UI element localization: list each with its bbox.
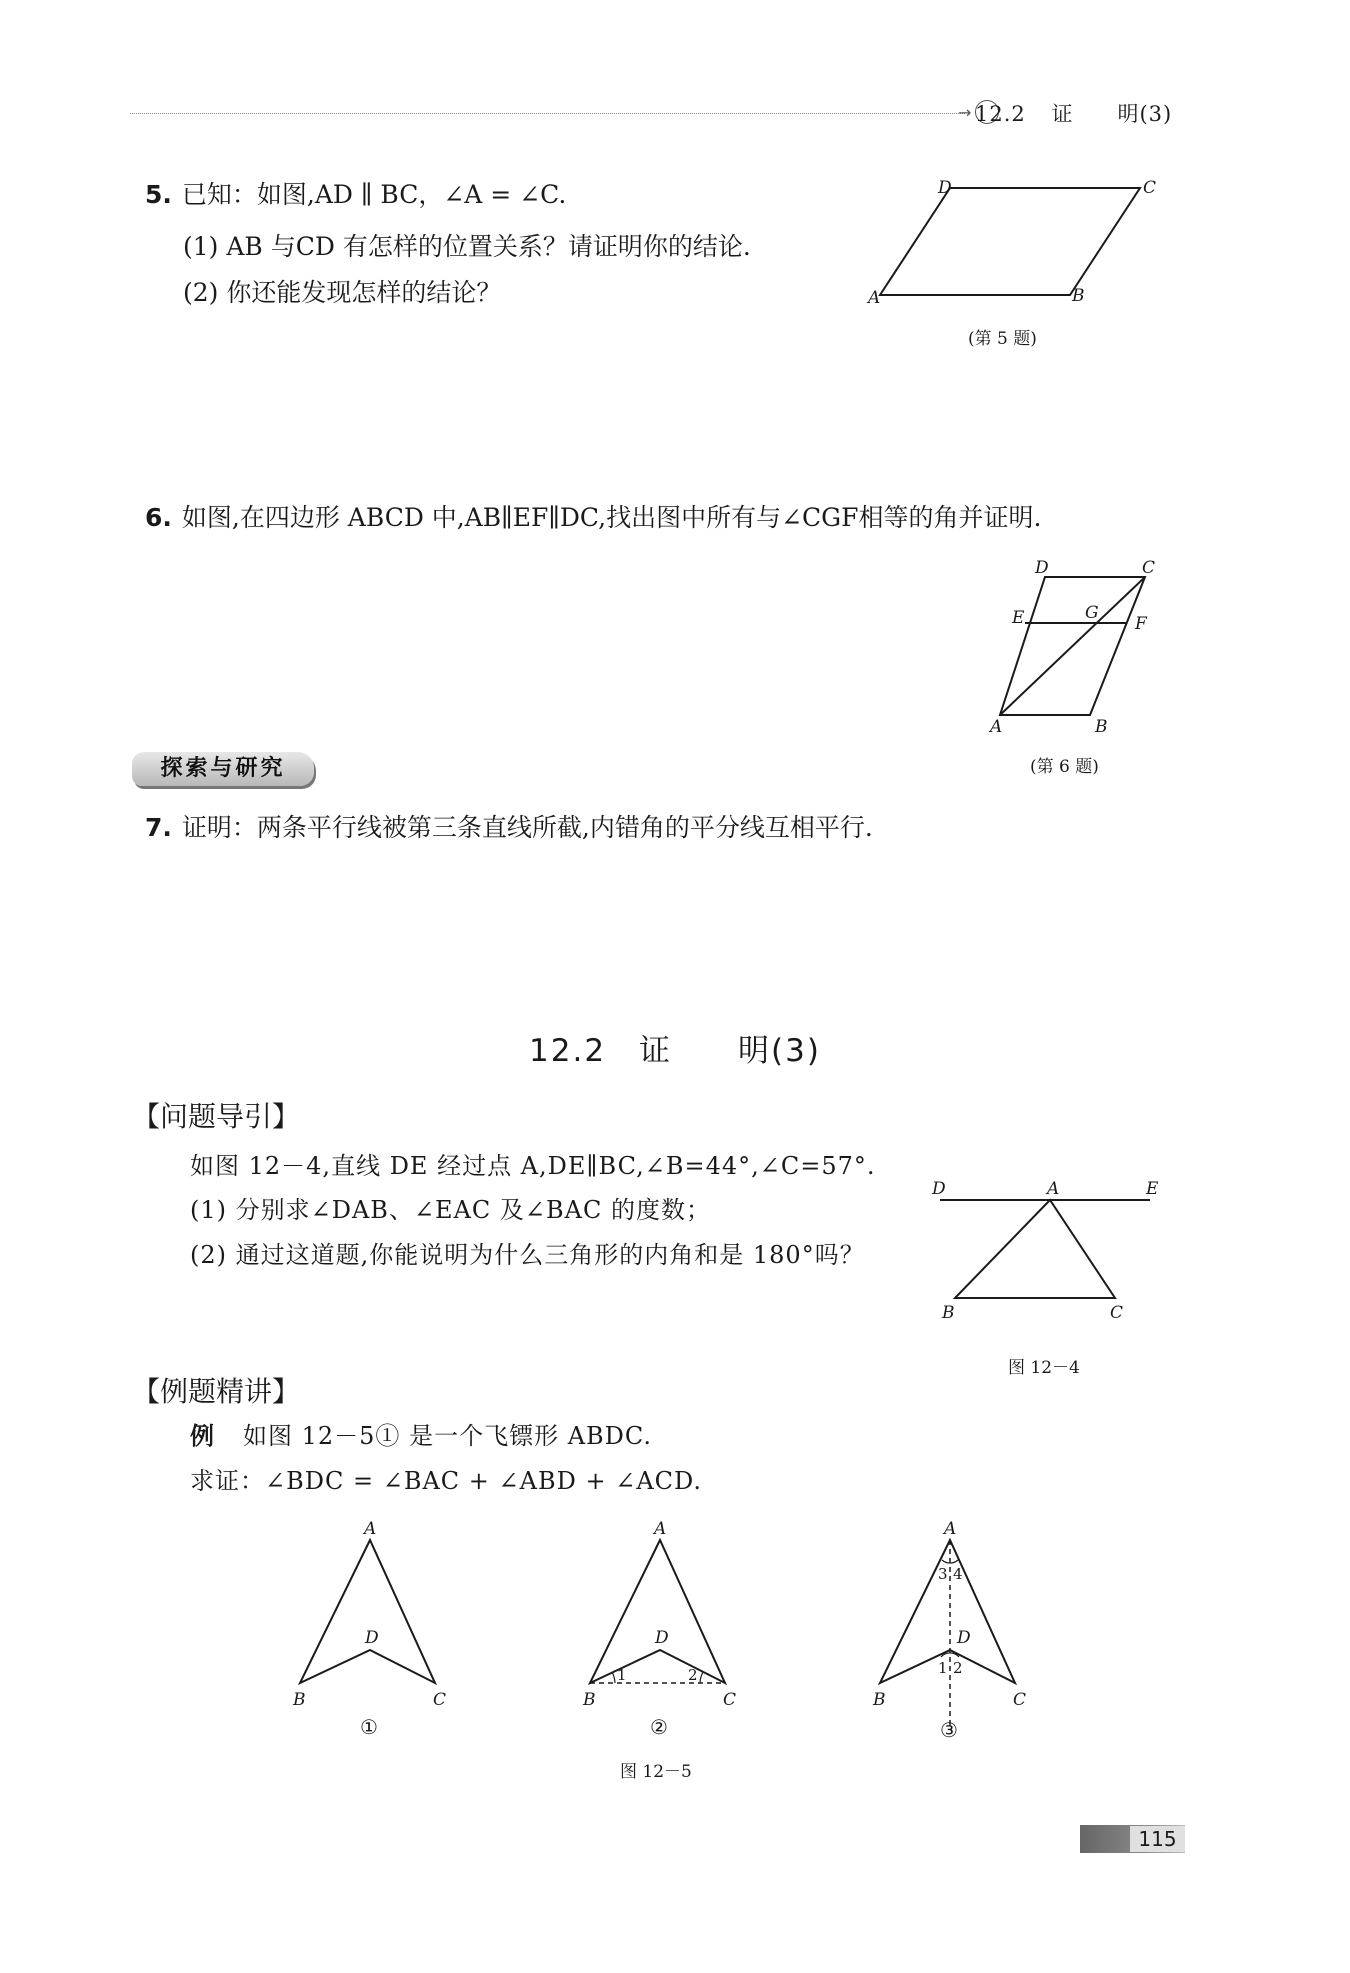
label-d: D <box>938 178 952 198</box>
label-c: C <box>1143 178 1157 198</box>
parallelogram-abcd <box>880 188 1140 295</box>
figure-q5 <box>860 175 1170 315</box>
question-7-number: 7. <box>145 813 172 842</box>
question-5-part-1: (1) AB 与CD 有怎样的位置关系？请证明你的结论. <box>183 232 751 261</box>
section-title: 12.2 证 明(3) <box>529 1033 821 1069</box>
sub-caption-3: ③ <box>940 1718 958 1742</box>
label-a: A <box>944 1519 957 1539</box>
section-banner-text: 探索与研究 <box>160 756 286 781</box>
caption-q6: (第 6 题) <box>1030 757 1099 777</box>
label-g: G <box>1085 603 1099 623</box>
question-5-part-2: (2) 你还能发现怎样的结论？ <box>183 278 502 307</box>
label-a: A <box>868 288 881 308</box>
label-e: E <box>1012 608 1025 628</box>
section-banner <box>132 752 314 786</box>
question-5-text: 已知：如图,AD ∥ BC，∠A = ∠C. <box>181 180 567 209</box>
label-d: D <box>932 1179 946 1199</box>
angle-mark-3: 3 <box>938 1565 948 1583</box>
figure-12-5-3 <box>865 1515 1045 1730</box>
guide-heading: 【问题导引】 <box>132 1100 301 1133</box>
triangle-abc <box>955 1200 1115 1298</box>
guide-line-2: (1) 分别求∠DAB、∠EAC 及∠BAC 的度数； <box>190 1196 711 1224</box>
label-a: A <box>1047 1179 1060 1199</box>
label-c: C <box>1013 1690 1027 1710</box>
guide-line-3: (2) 通过这道题,你能说明为什么三角形的内角和是 180°吗？ <box>190 1241 865 1269</box>
figure-12-5-2 <box>575 1515 755 1715</box>
label-d: D <box>655 1628 669 1648</box>
page-number: 115 <box>1130 1826 1185 1852</box>
label-c: C <box>723 1690 737 1710</box>
angle-arc-1 <box>612 1672 615 1683</box>
label-b: B <box>293 1690 306 1710</box>
label-b: B <box>1072 286 1085 306</box>
question-6 <box>145 503 1041 533</box>
label-d: D <box>1035 558 1049 578</box>
dart-abdc <box>300 1540 435 1683</box>
question-6-text: 如图,在四边形 ABCD 中,AB∥EF∥DC,找出图中所有与∠CGF相等的角并证明. <box>181 503 1042 532</box>
label-b: B <box>942 1303 955 1323</box>
caption-q5: (第 5 题) <box>968 329 1037 349</box>
guide-line-1: 如图 12－4,直线 DE 经过点 A,DE∥BC,∠B=44°,∠C=57°. <box>190 1152 876 1180</box>
label-d: D <box>957 1628 971 1648</box>
caption-12-4: 图 12－4 <box>1008 1358 1080 1378</box>
angle-mark-4: 4 <box>953 1565 963 1583</box>
question-5 <box>145 180 566 210</box>
header-arrow-icon: → <box>958 103 972 122</box>
figure-12-5-1 <box>285 1515 465 1715</box>
angle-mark-1: 1 <box>617 1666 627 1684</box>
angle-arc-2 <box>700 1672 703 1683</box>
sub-caption-1: ① <box>360 1715 378 1739</box>
label-b: B <box>583 1690 596 1710</box>
label-c: C <box>1142 558 1156 578</box>
sub-caption-2: ② <box>650 1715 668 1739</box>
label-a: A <box>654 1519 667 1539</box>
label-f: F <box>1135 614 1147 634</box>
figure-q6 <box>980 555 1180 735</box>
label-a: A <box>990 717 1003 737</box>
label-c: C <box>1110 1303 1124 1323</box>
angle-mark-2: 2 <box>953 1659 963 1677</box>
header-rule <box>130 113 965 114</box>
example-line-2: 求证：∠BDC = ∠BAC + ∠ABD + ∠ACD. <box>190 1467 703 1495</box>
label-b: B <box>873 1690 886 1710</box>
label-a: A <box>364 1519 377 1539</box>
question-7-text: 证明：两条平行线被第三条直线所截,内错角的平分线互相平行. <box>181 813 873 842</box>
label-b: B <box>1095 717 1108 737</box>
header-title <box>975 98 1172 128</box>
question-6-number: 6. <box>145 503 172 532</box>
example-label: 例 <box>190 1422 215 1450</box>
example-heading: 【例题精讲】 <box>132 1375 301 1408</box>
example-line-1-text: 如图 12－5① 是一个飞镖形 ABDC. <box>243 1422 653 1450</box>
caption-12-5: 图 12－5 <box>620 1762 692 1782</box>
header-section: 12.2 <box>975 102 1026 126</box>
header-title-text: 证 明(3) <box>1051 102 1173 126</box>
question-5-number: 5. <box>145 180 172 209</box>
angle-mark-2: 2 <box>688 1666 698 1684</box>
figure-12-4 <box>920 1170 1170 1330</box>
angle-mark-1: 1 <box>938 1659 948 1677</box>
label-c: C <box>433 1690 447 1710</box>
question-7 <box>145 813 873 843</box>
example-line-1 <box>190 1416 652 1451</box>
label-e: E <box>1146 1179 1159 1199</box>
label-d: D <box>365 1628 379 1648</box>
dart-abdc <box>590 1540 725 1683</box>
